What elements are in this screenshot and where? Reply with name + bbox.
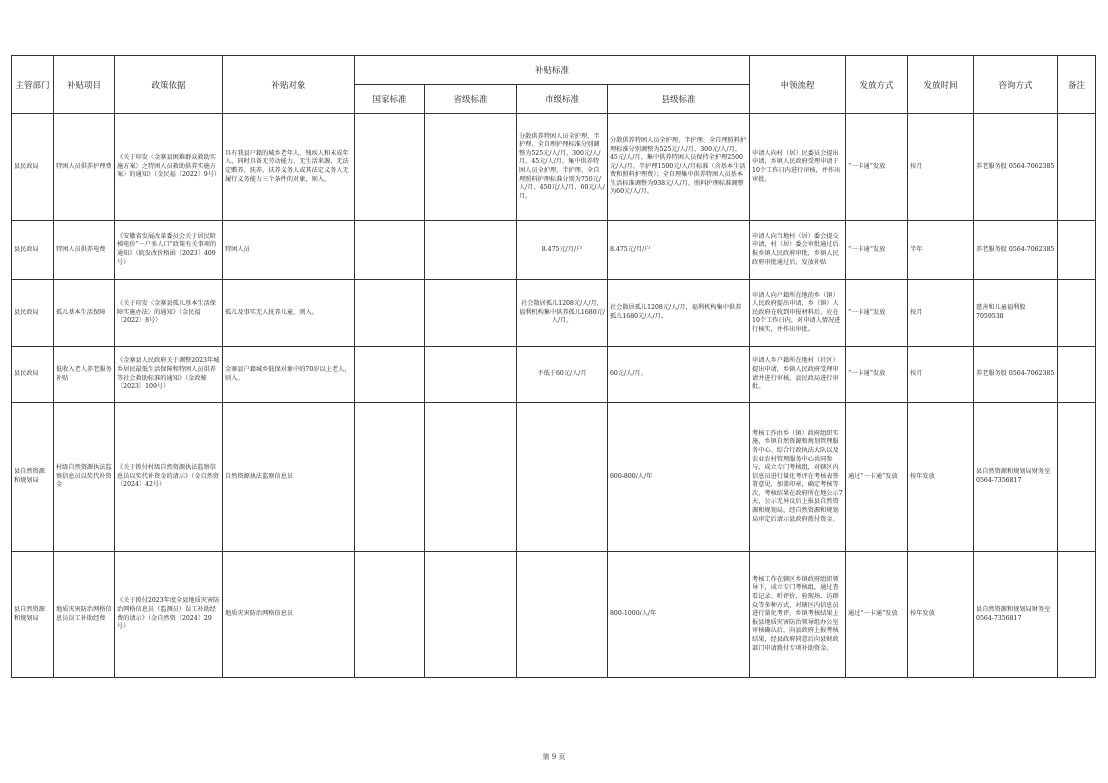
cell-provincial — [425, 403, 517, 552]
cell-dept: 县自然资源和规划局 — [12, 403, 54, 552]
header-policy: 政策依据 — [115, 56, 223, 114]
cell-time: 按月 — [908, 280, 974, 347]
cell-policy: 《关于印发〈金寨县孤儿基本生活保障实施办法〉的通知》（金民福〔2022〕8号） — [115, 280, 223, 347]
cell-method: “一卡通”发放 — [846, 347, 908, 403]
cell-method: “一卡通”发放 — [846, 280, 908, 347]
cell-policy: 《金寨县人民政府关于调整2023年城乡居民最低生活保障和特困人员供养等社会救助标准的通知》（金政秘〔2023〕109号） — [115, 347, 223, 403]
cell-national — [355, 221, 425, 280]
header-standard-group: 补贴标准 — [355, 56, 750, 85]
cell-contact: 慈善和儿童福利股 7059538 — [974, 280, 1058, 347]
cell-item: 孤儿基本生活保障 — [54, 280, 115, 347]
cell-remark — [1058, 280, 1096, 347]
cell-provincial — [425, 221, 517, 280]
cell-time: 按年发放 — [908, 403, 974, 552]
cell-county: 60元/人/月。 — [608, 347, 750, 403]
header-std-national: 国家标准 — [355, 85, 425, 114]
cell-city: 社会散居孤儿1208元/人/月，福利机构集中供养孤儿1680元/人/月。 — [517, 280, 608, 347]
cell-item: 地质灾害防治网格信息员误工补助经费 — [54, 552, 115, 678]
cell-process: 申请人向当地村（居）委会提交申请，村（居）委会审批通过后报乡镇人民政府审批，乡镇人民政府审批通过后，发放补贴 — [750, 221, 846, 280]
cell-contact: 养老服务股 0564-7062385 — [974, 221, 1058, 280]
header-std-county: 县级标准 — [608, 85, 750, 114]
cell-national — [355, 403, 425, 552]
cell-county: 社会散居孤儿1208元/人/月，福利机构集中供养孤儿1680元/人/月。 — [608, 280, 750, 347]
header-remark: 备注 — [1058, 56, 1096, 114]
cell-city: 分散供养特困人员全护理、半护理、全自理护理标准分别调整为525元/人/月、300元/人/月、45元/人/月。集中供养特困人员全护理、半护理、全自理照料护理标准分别为750元/人/月、450元/人/月、60元/人/月。 — [517, 114, 608, 221]
cell-target: 特困人员 — [223, 221, 355, 280]
page-number: 第 9 页 — [542, 753, 566, 761]
cell-method: “一卡通”发放 — [846, 114, 908, 221]
header-item: 补贴项目 — [54, 56, 115, 114]
cell-city: 8.475元/月/户 — [517, 221, 608, 280]
table-row — [12, 403, 1096, 552]
header-row-1 — [12, 56, 1096, 85]
cell-item: 特困人员供养护理费 — [54, 114, 115, 221]
cell-national — [355, 114, 425, 221]
cell-county: 600-800/人/年 — [608, 403, 750, 552]
cell-provincial — [425, 552, 517, 678]
cell-county: 分散供养特困人员全护理、半护理、全自理照料护理标准分别调整为525元/人/月、300元/人/月、45元/人/月。集中供养特困人员保持全护理2500元/人/月、半护理1500元/人/月标准（含基本生活费和照料护理费）；全自理集中供养特困人员基本生活标准调整为938元/人/月、照料护理标准调整为60元/人/月。 — [608, 114, 750, 221]
cell-item: 村级自然资源执法监察信息员以奖代补资金 — [54, 403, 115, 552]
cell-contact: 养老服务股 0564-7062385 — [974, 347, 1058, 403]
cell-method: “一卡通”发放 — [846, 221, 908, 280]
header-target: 补贴对象 — [223, 56, 355, 114]
cell-dept: 县自然资源和规划局 — [12, 552, 54, 678]
table-row — [12, 347, 1096, 403]
cell-target: 自然资源执法监察信息员 — [223, 403, 355, 552]
cell-provincial — [425, 280, 517, 347]
cell-national — [355, 280, 425, 347]
cell-time: 按月 — [908, 114, 974, 221]
cell-method: 通过“一卡通”发放 — [846, 403, 908, 552]
header-std-provincial: 省级标准 — [425, 85, 517, 114]
cell-item: 低收入老人养老服务补贴 — [54, 347, 115, 403]
table-row — [12, 280, 1096, 347]
cell-process: 申请人向村（居）民委员会提出申请，乡镇人民政府受理申请于10个工作日内进行审核，并作出审批。 — [750, 114, 846, 221]
subsidy-table — [11, 55, 1096, 678]
cell-dept: 县民政局 — [12, 114, 54, 221]
cell-county: 800-1000/人/年 — [608, 552, 750, 678]
cell-provincial — [425, 114, 517, 221]
cell-target: 金寨县户籍城乡低保对象中的70岁以上老人，则入。 — [223, 347, 355, 403]
cell-target: 具有我县户籍的城乡老年人、残疾人和未成年人，同时具备无劳动能力、无生活来源、无法定赡养、抚养、扶养义务人或其法定义务人无履行义务能力三个条件的对象，则入。 — [223, 114, 355, 221]
cell-contact: 养老服务股 0564-7062385 — [974, 114, 1058, 221]
cell-city — [517, 403, 608, 552]
table-row — [12, 221, 1096, 280]
cell-time: 按月 — [908, 347, 974, 403]
cell-national — [355, 552, 425, 678]
cell-process: 申请人向户籍所在地的乡（镇）人民政府提出申请，乡（镇）人民政府在收到申报材料后，应在10个工作日内，对申请人情况进行核实，并作出审批。 — [750, 280, 846, 347]
cell-dept: 县民政局 — [12, 221, 54, 280]
header-process: 申领流程 — [750, 56, 846, 114]
cell-remark — [1058, 552, 1096, 678]
cell-process: 考核工作由乡（镇）政府组织实施，乡镇自然资源和规划管理服务中心、综合行政执法大队以及农业农村管理服务中心共同参与，成立专门考核组，对辖区内信息员进行量化考评在考核表签署意见，加盖印章，确定考核等次，考核结果在政府所在地公示7天，公示无异议后上报县自然资源和规划局，经自然资源和规划局审定后请示县政府拨付资金。 — [750, 403, 846, 552]
cell-contact: 县自然资源和规划局财务室 0564-7356817 — [974, 552, 1058, 678]
cell-remark — [1058, 347, 1096, 403]
cell-remark — [1058, 114, 1096, 221]
header-time: 发放时间 — [908, 56, 974, 114]
cell-process: 考核工作在辖区乡镇政府组织领导下，成立专门考核组，通过查看记录、听评价、验现场、访群众等多种方式，对辖区内信息员进行量化考评，乡镇考核结果上报县地质灾害防治领导组办公室审核确认后，向县政府上报考核结果，经县政府同意后向县财政部门申请拨付专项补助资金。 — [750, 552, 846, 678]
cell-provincial — [425, 347, 517, 403]
header-dept: 主管部门 — [12, 56, 54, 114]
cell-dept: 县民政局 — [12, 347, 54, 403]
cell-time: 半年 — [908, 221, 974, 280]
cell-process: 申请人乡户籍所在地村（社区）提出申请，乡镇人民政府受理申请并进行审核，县民政局进行审批。 — [750, 347, 846, 403]
cell-remark — [1058, 403, 1096, 552]
cell-county: 8.475元/月/户 — [608, 221, 750, 280]
cell-method: 通过“一卡通”发放 — [846, 552, 908, 678]
header-contact: 咨询方式 — [974, 56, 1058, 114]
cell-item: 特困人员供养电费 — [54, 221, 115, 280]
cell-dept: 县民政局 — [12, 280, 54, 347]
cell-remark — [1058, 221, 1096, 280]
cell-target: 地质灾害防治网格信息员 — [223, 552, 355, 678]
cell-target: 孤儿及事实无人抚养儿童，则入。 — [223, 280, 355, 347]
cell-policy: 《关于印发〈金寨县困难群众救助实施方案〉之特困人员救助供养实施方案〉的通知》（金民福〔2022〕9号） — [115, 114, 223, 221]
cell-national — [355, 347, 425, 403]
header-method: 发放方式 — [846, 56, 908, 114]
cell-policy: 《安徽省发展改革委员会关于居民阶梯电价“一户多人口”政策有关事项的通知》（皖发改价格函〔2023〕409号） — [115, 221, 223, 280]
cell-policy: 《关于拨付村级自然资源执法监察信息员以奖代补资金的请示》（金自然资〔2024〕42号） — [115, 403, 223, 552]
cell-time: 按年发放 — [908, 552, 974, 678]
cell-city: 不低于60元/人/月 — [517, 347, 608, 403]
table-row — [12, 552, 1096, 678]
table-row — [12, 114, 1096, 221]
cell-city — [517, 552, 608, 678]
cell-policy: 《关于拨付2023年度全县地质灾害防治网格信息员（监测员）误工补助经费的请示》（金自然资〔2024〕29号） — [115, 552, 223, 678]
cell-contact: 县自然资源和规划局财务室 0564-7356817 — [974, 403, 1058, 552]
header-std-city: 市级标准 — [517, 85, 608, 114]
